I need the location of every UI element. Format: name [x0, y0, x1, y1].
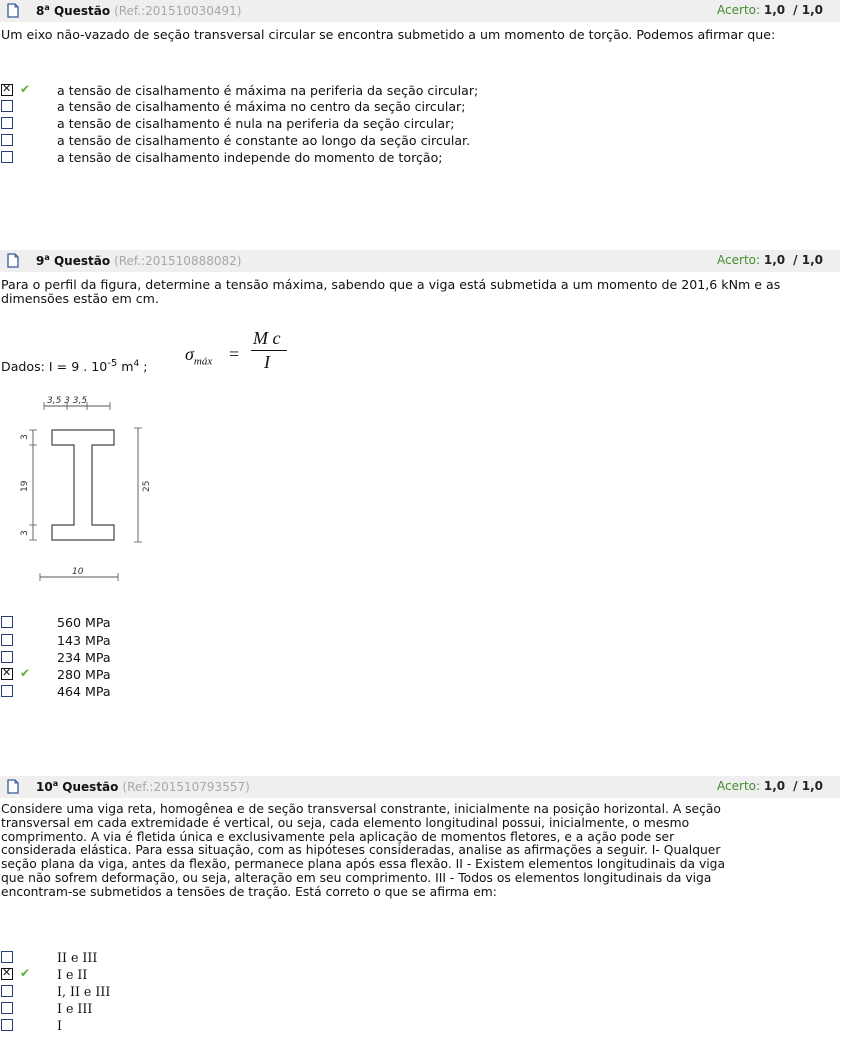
question-header [0, 250, 840, 272]
answer-checkbox[interactable] [1, 84, 13, 96]
formula-sigma: $\sigma_{máx}$ [185, 344, 213, 368]
dim-top: 3,5 3 3,5 [47, 396, 88, 406]
option-text: 560 MPa [57, 615, 111, 630]
formula-denominator: I [264, 352, 270, 372]
question-statement: Um eixo não-vazado de seção transversal circular se encontra submetido a um momento de torção. Podemos afirmar que: [1, 27, 776, 42]
answer-checkbox[interactable] [1, 651, 13, 663]
score: Acerto: 1,0 / 1,0 [717, 253, 823, 267]
score: Acerto: 1,0 / 1,0 [717, 3, 823, 17]
dim-left-top: 3 [20, 434, 30, 440]
answer-checkbox[interactable] [1, 951, 13, 963]
answer-checkbox[interactable] [1, 985, 13, 997]
option-text: 143 MPa [57, 633, 111, 648]
dim-left-bottom: 3 [20, 530, 30, 536]
dim-left-mid: 19 [20, 480, 30, 492]
question-header [0, 0, 840, 22]
question-number: 10$^a$ Questão (Ref.:201510793557) [36, 779, 250, 794]
option[interactable] [0, 99, 700, 115]
document-icon [7, 779, 19, 794]
option[interactable] [0, 684, 700, 700]
answer-checkbox[interactable] [1, 968, 13, 980]
formula-equals: = [229, 344, 240, 364]
option-text: I [57, 1018, 62, 1033]
option[interactable] [0, 133, 700, 149]
option-text: a tensão de cisalhamento é máxima na periferia da seção circular; [57, 83, 479, 98]
answer-checkbox[interactable] [1, 685, 13, 697]
answer-checkbox[interactable] [1, 117, 13, 129]
question-ref: (Ref.:201510793557) [122, 780, 250, 794]
option[interactable] [0, 650, 700, 666]
answer-checkbox[interactable] [1, 616, 13, 628]
question-number: 9$^a$ Questão (Ref.:201510888082) [36, 253, 242, 268]
question-ref: (Ref.:201510888082) [114, 254, 242, 268]
question-number: 8$^a$ Questão (Ref.:201510030491) [36, 3, 242, 18]
answer-checkbox[interactable] [1, 668, 13, 680]
i-beam-figure [0, 390, 160, 590]
option[interactable] [0, 615, 700, 631]
document-icon [7, 253, 19, 268]
option-text: a tensão de cisalhamento é nula na periferia da seção circular; [57, 116, 455, 131]
dados-text: Dados: I = 9 . $10^{-5}$ $m^4$ ; [1, 358, 148, 375]
question-ref: (Ref.:201510030491) [114, 4, 242, 18]
option-text: a tensão de cisalhamento é constante ao longo da seção circular. [57, 133, 471, 148]
option[interactable] [0, 950, 700, 966]
option-text: a tensão de cisalhamento é máxima no centro da seção circular; [57, 99, 466, 114]
question-statement: Considere uma viga reta, homogênea e de seção transversal constrante, inicialmente na posição horizontal. A seção transversal em cada extremidade é vertical, ou seja, cada elemento longitudinal possui, inicialmente, o mesmo comprimento. A via é fletida única e exclusivamente pela aplicação de momentos fletores, e a ação pode ser considerada elástica. Para essa situação, com as hipóteses consideradas, analise as afirmações a seguir. I- Qualquer seção plana da viga, antes da flexão, permanece plana após essa flexão. II - Existem elementos longitudinais da viga que não sofrem deformação, ou seja, alteração em seu comprimento. III - Todos os elementos longitudinais da viga encontram-se submetidos a tensões de tração. Está correto o que se afirma em: [1, 802, 726, 899]
answer-checkbox[interactable] [1, 1002, 13, 1014]
checkmark-icon: ✔ [20, 966, 31, 980]
formula-fraction-bar [251, 350, 287, 351]
option[interactable] [0, 1001, 700, 1017]
option-text: 280 MPa [57, 667, 111, 682]
option[interactable] [0, 633, 700, 649]
option-text: I, II e III [57, 984, 111, 999]
question-header [0, 776, 840, 798]
score: Acerto: 1,0 / 1,0 [717, 779, 823, 793]
answer-checkbox[interactable] [1, 151, 13, 163]
checkmark-icon: ✔ [20, 82, 31, 96]
option[interactable] [0, 116, 700, 132]
option-text: II e III [57, 950, 98, 965]
formula-numerator: M c [253, 328, 281, 348]
checkmark-icon: ✔ [20, 666, 31, 680]
option[interactable] [0, 83, 700, 99]
option-text: I e II [57, 967, 88, 982]
dim-right-total: 25 [142, 480, 152, 492]
answer-checkbox[interactable] [1, 134, 13, 146]
option-text: 234 MPa [57, 650, 111, 665]
answer-checkbox[interactable] [1, 1019, 13, 1031]
option-text: 464 MPa [57, 684, 111, 699]
answer-checkbox[interactable] [1, 634, 13, 646]
answer-checkbox[interactable] [1, 100, 13, 112]
dim-bottom: 10 [72, 567, 84, 577]
option-text: I e III [57, 1001, 93, 1016]
document-icon [7, 3, 19, 18]
option-text: a tensão de cisalhamento independe do momento de torção; [57, 150, 443, 165]
option[interactable] [0, 967, 700, 983]
option[interactable] [0, 667, 700, 683]
option[interactable] [0, 1018, 700, 1034]
question-statement: Para o perfil da figura, determine a tensão máxima, sabendo que a viga está submetida a um momento de 201,6 kNm e as dimensões estão em cm. [1, 277, 781, 306]
option[interactable] [0, 984, 700, 1000]
option[interactable] [0, 150, 700, 166]
